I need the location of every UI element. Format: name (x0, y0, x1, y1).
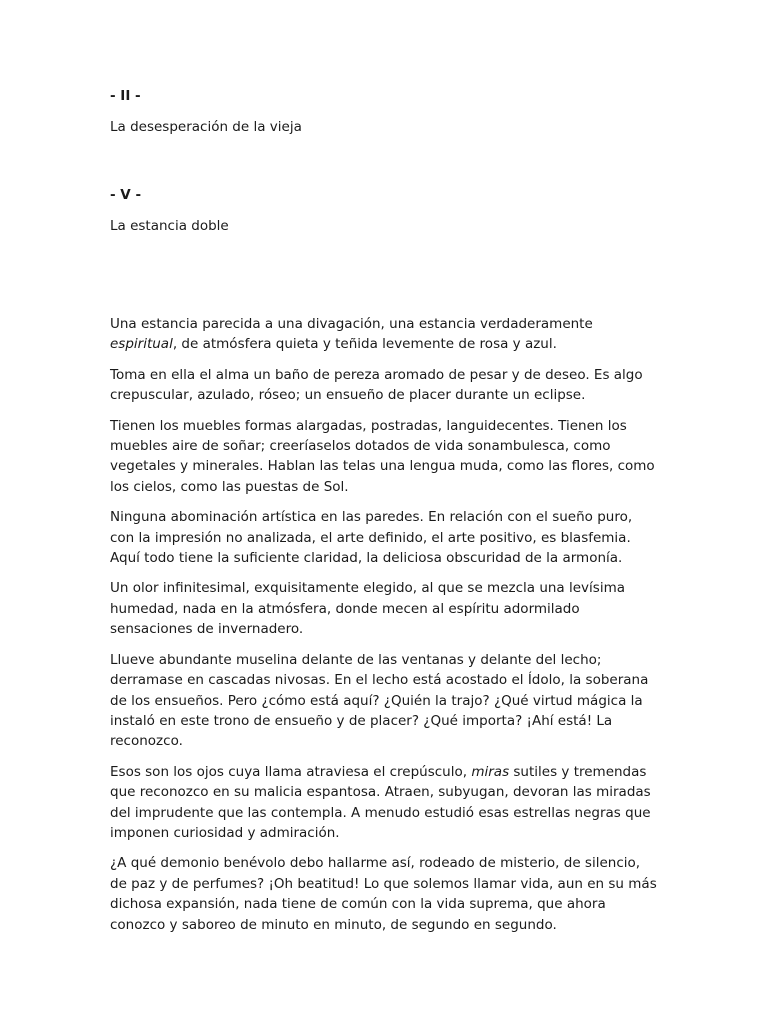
paragraph-7 (110, 762, 660, 844)
paragraph-7-before: Esos son los ojos cuya llama atraviesa el crepúsculo, (110, 763, 472, 780)
paragraph-7-after: sutiles y tremendas que reconozco en su malicia espantosa. Atraen, subyugan, devoran las miradas del imprudente que las contempla. A menudo estudió esas estrellas negras que imponen curiosidad y admiración. (110, 763, 651, 841)
paragraph-8: ¿A qué demonio benévolo debo hallarme así, rodeado de misterio, de silencio, de paz y de perfumes? ¡Oh beatitud! Lo que solemos llamar vida, aun en su más dichosa expansión, nada tiene de común con la vida suprema, que ahora conozco y saboreo de minuto en minuto, de segundo en segundo. (110, 855, 657, 933)
paragraph-3: Tienen los muebles formas alargadas, postradas, languidecentes. Tienen los muebles aire de soñar; creeríaselos dotados de vida sonambulesca, como vegetales y minerales. Hablan las telas una lengua muda, como las flores, como los cielos, como las puestas de Sol. (110, 417, 655, 495)
paragraph-4: Ninguna abominación artística en las paredes. En relación con el sueño puro, con la impresión no analizada, el arte definido, el arte positivo, es blasfemia. Aquí todo tiene la suficiente claridad, la deliciosa obscuridad de la armonía. (110, 509, 633, 567)
section-number-ii: - II - (110, 88, 141, 104)
paragraph-5: Un olor infinitesimal, exquisitamente elegido, al que se mezcla una levísima humedad, nada en la atmósfera, donde mecen al espíritu adormilado sensaciones de invernadero. (110, 580, 626, 638)
paragraph-1-before: Una estancia parecida a una divagación, una estancia verdaderamente (110, 316, 593, 332)
paragraph-7-emphasis: miras (471, 763, 510, 780)
paragraph-1 (110, 314, 660, 355)
paragraph-1-after: , de atmósfera quieta y teñida levemente de rosa y azul. (172, 336, 557, 353)
section-title-ii: La desesperación de la vieja (110, 119, 302, 135)
paragraph-6: Llueve abundante muselina delante de las ventanas y delante del lecho; derramase en cascadas nivosas. En el lecho está acostado el Ídolo, la soberana de los ensueños. Pero ¿cómo está aquí? ¿Quién la trajo? ¿Qué virtud mágica la instaló en este trono de ensueño y de placer? ¿Qué importa? ¡Ahí está! La reconozco. (110, 651, 649, 750)
paragraph-2: Toma en ella el alma un baño de pereza aromado de pesar y de deseo. Es algo crepuscular, azulado, róseo; un ensueño de placer durante un eclipse. (110, 366, 643, 404)
section-title-v: La estancia doble (110, 218, 229, 234)
section-number-v: - V - (110, 187, 142, 203)
paragraph-1-emphasis: espiritual (110, 336, 173, 353)
